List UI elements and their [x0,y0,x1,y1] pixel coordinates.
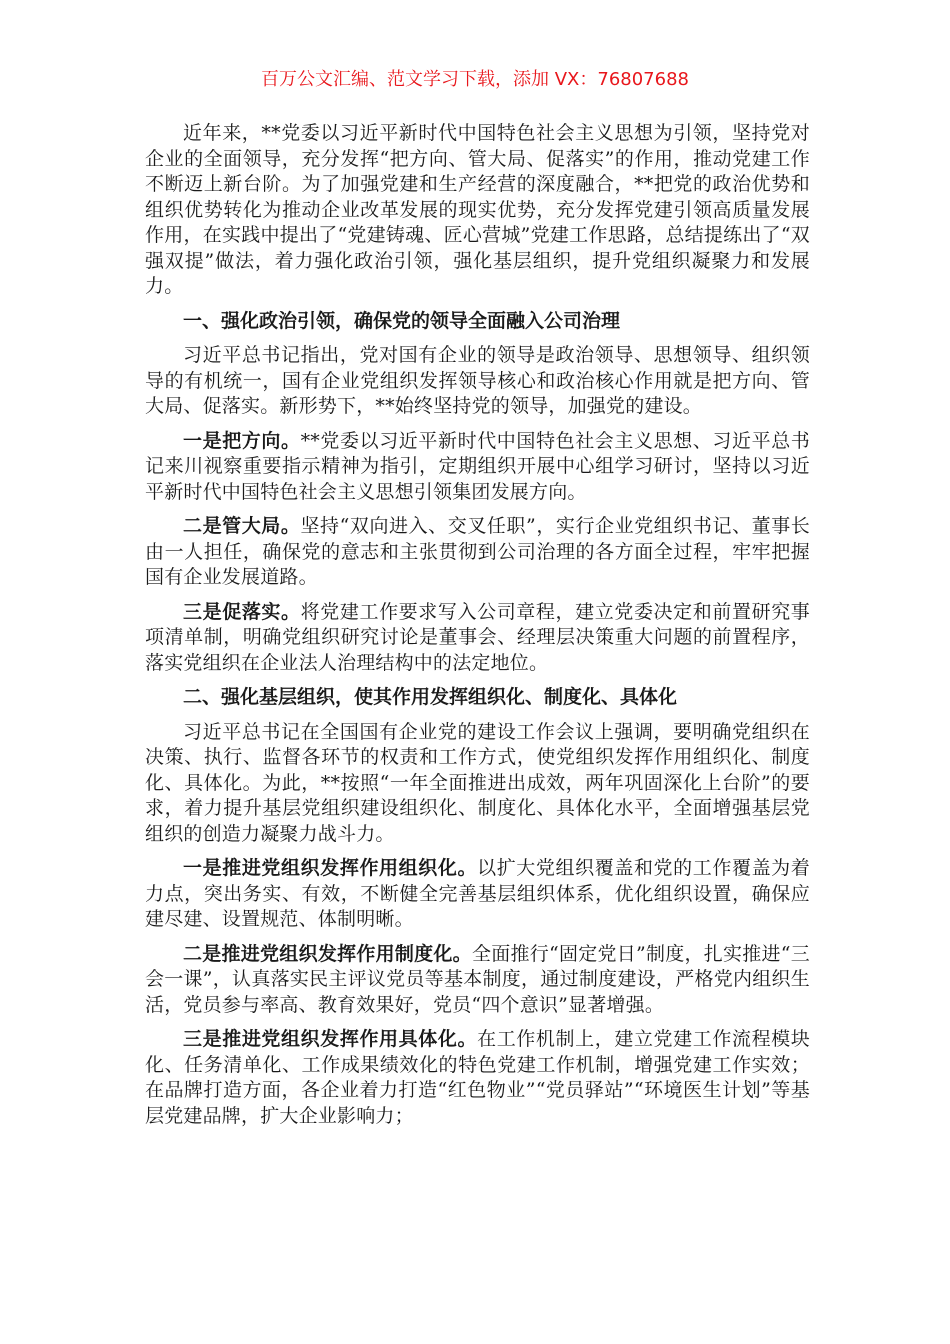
paragraph-text: 坚持“双向进入、交叉任职”，实行企业党组织书记、董事长由一人担任，确保党的意志和主张贯彻到公司治理的各方面全过程，牢牢把握国有企业发展道路。 [145,515,810,588]
paragraph-text: **党委以习近平新时代中国特色社会主义思想、习近平总书记来川视察重要指示精神为指引，定期组织开展中心组学习研讨，坚持以习近平新时代中国特色社会主义思想引领集团发展方向。 [145,429,811,503]
paragraph-text: 在工作机制上，建立党建工作流程模块化、任务清单化、工作成果绩效化的特色党建工作机制，增强党建工作实效；在品牌打造方面，各企业着力打造“红色物业”“党员驿站”“环境医生计划”等基层党建品牌，扩大企业影响力； [145,1028,810,1127]
section-heading-2: 二、强化基层组织，使其作用发挥组织化、制度化、具体化 [183,686,678,708]
paragraph-text: 全面推行“固定党日”制度，扎实推进“三会一课”，认真落实民主评议党员等基本制度，通过制度建设，严格党内组织生活，党员参与率高、教育效果好，党员“四个意识”显著增强。 [145,942,810,1016]
download-banner: 百万公文汇编、范文学习下载，添加 VX：76807688 [261,69,689,90]
section-2-point-2 [145,942,810,1019]
point-lead: 一是推进党组织发挥作用组织化。 [183,857,478,879]
paragraph-text: 将党建工作要求写入公司章程，建立党委决定和前置研究事项清单制，明确党组织研究讨论是董事会、经理层决策重大问题的前置程序，落实党组织在企业法人治理结构中的法定地位。 [145,600,810,674]
document-body [145,121,810,1138]
point-lead: 二是推进党组织发挥作用制度化。 [183,942,472,965]
paragraph-text: 近年来，**党委以习近平新时代中国特色社会主义思想为引领，坚持党对企业的全面领导，充分发挥“把方向、管大局、促落实”的作用，推动党建工作不断迈上新台阶。为了加强党建和生产经营的深度融合，**把党的政治优势和组织优势转化为推动企业改革发展的现实优势，充分发挥党建引领高质量发展作用，在实践中提出了“党建铸魂、匠心营城”党建工作思路，总结提练出了“双强双提”做法，着力强化政治引领，强化基层组织，提升党组织凝聚力和发展力。 [145,122,810,297]
section-2-point-1 [145,856,810,933]
point-lead: 一是把方向。 [183,429,301,452]
section-1-intro [145,343,810,420]
paragraph-text: 习近平总书记指出，党对国有企业的领导是政治领导、思想领导、组织领导的有机统一，国有企业党组织发挥领导核心和政治核心作用就是把方向、管大局、促落实。新形势下，**始终坚持党的领导，加强党的建设。 [145,344,810,417]
section-1-point-3 [145,600,810,677]
point-lead: 三是促落实。 [183,600,301,623]
section-2-point-3 [145,1027,810,1129]
section-heading-1: 一、强化政治引领，确保党的领导全面融入公司治理 [183,309,621,332]
paragraph-text: 习近平总书记在全国国有企业党的建设工作会议上强调，要明确党组织在决策、执行、监督各环节的权责和工作方式，使党组织发挥作用组织化、制度化、具体化。为此，**按照“一年全面推进出成效，两年巩固深化上台阶”的要求，着力提升基层党组织建设组织化、制度化、具体化水平，全面增强基层党组织的创造力凝聚力战斗力。 [145,720,810,845]
section-1-point-2 [145,514,810,591]
paragraph-text: 以扩大党组织覆盖和党的工作覆盖为着力点，突出务实、有效，不断健全完善基层组织体系，优化组织设置，确保应建尽建、设置规范、体制明晰。 [145,857,810,930]
intro-paragraph [145,121,810,300]
section-1-point-1 [145,429,810,506]
point-lead: 三是推进党组织发挥作用具体化。 [183,1028,478,1050]
section-2-intro [145,720,810,848]
point-lead: 二是管大局。 [183,515,301,537]
